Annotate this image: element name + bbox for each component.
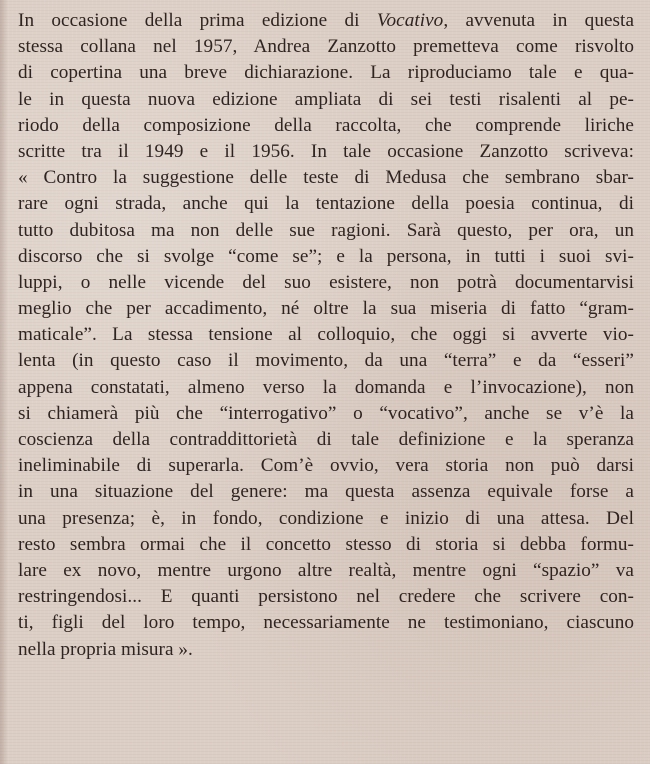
text-line	[18, 506, 634, 532]
text-segment: tutto dubitosa ma non delle sue ragioni. Sarà questo, per ora, un	[18, 219, 634, 241]
text-segment: nella propria misura ».	[18, 638, 193, 660]
text-segment: una presenza; è, in fondo, condizione e inizio di una attesa. Del	[18, 507, 634, 529]
text-segment: di copertina una breve dichiarazione. La riproduciamo tale e qua-	[18, 62, 634, 84]
text-segment: ti, figli del loro tempo, necessariamente ne testimoniano, ciascuno	[18, 612, 634, 634]
text-line	[18, 34, 634, 60]
text-segment: ineliminabile di superarla. Com’è ovvio, vera storia non può darsi	[18, 455, 634, 477]
publisher-note-text	[18, 8, 634, 663]
text-segment: si chiamerà più che “interrogativo” o “vocativo”, anche se v’è la	[18, 402, 634, 424]
text-line	[18, 8, 634, 34]
text-segment: coscienza della contraddittorietà di tale definizione e la speranza	[18, 429, 634, 450]
text-line	[18, 401, 634, 427]
text-line	[18, 244, 634, 270]
text-line	[18, 296, 634, 322]
text-line	[18, 218, 634, 244]
text-segment: In occasione della prima edizione di	[18, 10, 377, 31]
text-line	[18, 479, 634, 505]
text-segment: lare ex novo, mentre urgono altre realtà, mentre ogni “spazio” va	[18, 559, 634, 581]
text-segment: riodo della composizione della raccolta, che comprende liriche	[18, 114, 634, 136]
text-segment: , avvenuta in questa	[443, 10, 635, 31]
text-line	[18, 60, 634, 86]
text-segment: resto sembra ormai che il concetto stesso di storia si debba formu-	[18, 533, 634, 555]
text-segment: luppi, o nelle vicende del suo esistere, non potrà documentarvisi	[18, 271, 634, 293]
text-segment: le in questa nuova edizione ampliata di sei testi risalenti al pe-	[18, 88, 634, 110]
text-line	[18, 610, 634, 636]
text-line	[18, 113, 634, 139]
book-title-italic: Vocativo	[376, 10, 444, 31]
text-line	[18, 87, 634, 113]
text-segment: in una situazione del genere: ma questa assenza equivale forse a	[18, 481, 634, 503]
text-segment: lenta (in questo caso il movimento, da una “terra” e da “esseri”	[18, 350, 634, 372]
text-segment: restringendosi... E quanti persistono nel credere che scrivere con-	[18, 586, 634, 608]
text-segment: maticale”. La stessa tensione al colloquio, che oggi si avverte vio-	[18, 324, 634, 346]
text-line	[18, 375, 634, 401]
text-segment: meglio che per accadimento, né oltre la sua miseria di fatto “gram-	[18, 298, 634, 320]
text-line	[18, 584, 634, 610]
text-line	[18, 165, 634, 191]
text-segment: stessa collana nel 1957, Andrea Zanzotto premetteva come risvolto	[18, 36, 634, 58]
text-line	[18, 270, 634, 296]
text-line	[18, 453, 634, 479]
text-segment: scritte tra il 1949 e il 1956. In tale occasione Zanzotto scriveva:	[18, 140, 634, 162]
text-line	[18, 427, 634, 453]
text-segment: appena constatati, almeno verso la domanda e l’invocazione), non	[18, 376, 634, 398]
text-line	[18, 558, 634, 584]
text-line	[18, 191, 634, 217]
text-line	[18, 532, 634, 558]
text-line	[18, 139, 634, 165]
text-segment: « Contro la suggestione delle teste di Medusa che sembrano sbar-	[18, 167, 634, 189]
text-line	[18, 322, 634, 348]
text-line	[18, 348, 634, 374]
text-segment: discorso che si svolge “come se”; e la persona, in tutti i suoi svi-	[18, 245, 634, 267]
page-edge-shadow	[0, 0, 8, 764]
text-segment: rare ogni strada, anche qui la tentazione della poesia continua, di	[18, 193, 634, 215]
text-line	[18, 637, 634, 663]
